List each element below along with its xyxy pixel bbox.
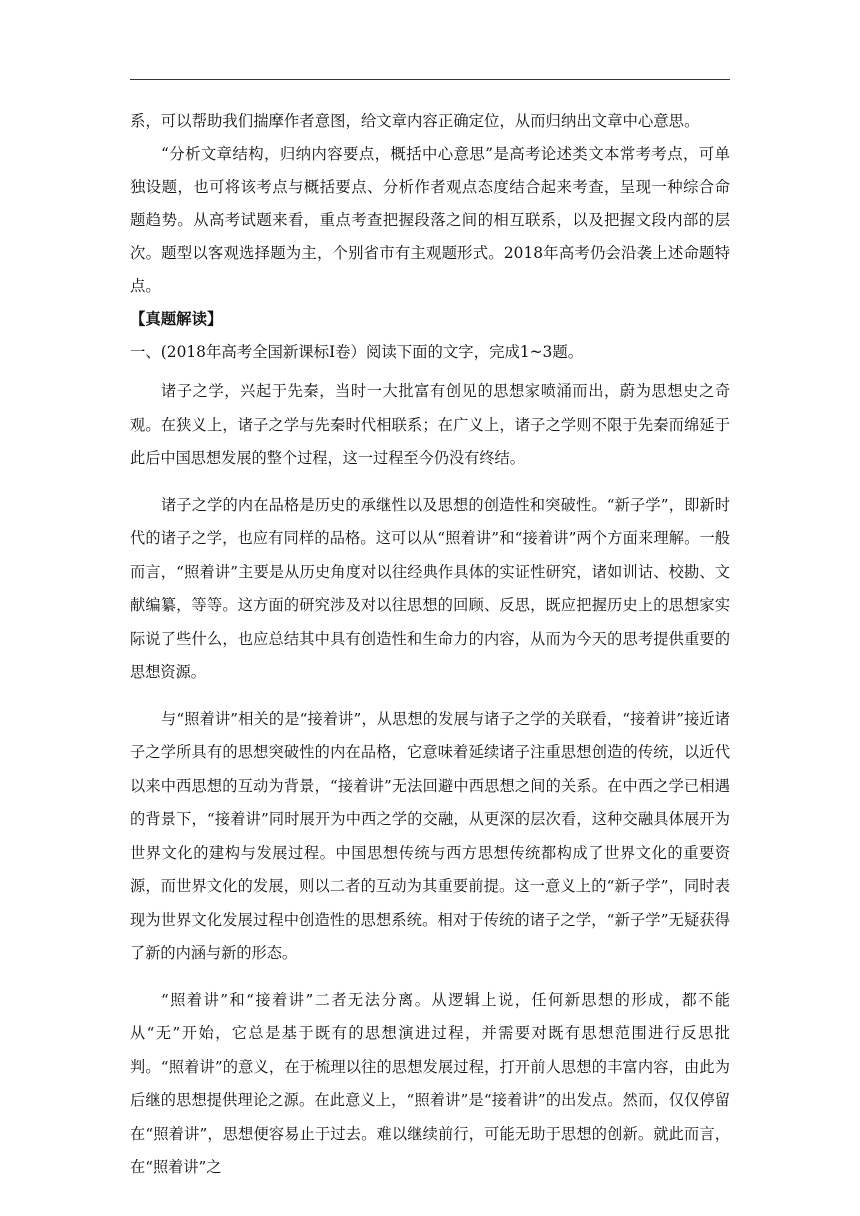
passage-paragraph-2: 诸子之学的内在品格是历史的承继性以及思想的创造性和突破性。“新子学”，即新时代的诸子之学，也应有同样的品格。这可以从“照着讲”和“接着讲”两个方面来理解。一般而言，“照着讲”主要是从历史角度对以往经典作具体的实证性研究，诸如训诂、校勘、文献编纂，等等。这方面的研究涉及对以往思想的回顾、反思，既应把握历史上的思想家实际说了些什么，也应总结其中具有创造性和生命力的内容，从而为今天的思考提供重要的思想资源。 [130,495,730,681]
passage-paragraph-3: 与“照着讲”相关的是“接着讲”，从思想的发展与诸子之学的关联看，“接着讲”接近诸子之学所具有的思想突破性的内在品格，它意味着延续诸子注重思想创造的传统，以近代以来中西思想的互动为背景，“接着讲”无法回避中西思想之间的关系。在中西之学已相遇的背景下，“接着讲”同时展开为中西之学的交融，从更深的层次看，这种交融具体展开为世界文化的建构与发展过程。中国思想传统与西方思想传统都构成了世界文化的重要资源，而世界文化的发展，则以二者的互动为其重要前提。这一意义上的“新子学”，同时表现为世界文化发展过程中创造性的思想系统。相对于传统的诸子之学，“新子学”无疑获得了新的内涵与新的形态。 [130,709,730,962]
passage-paragraph-1: 诸子之学，兴起于先秦，当时一大批富有创见的思想家喷涌而出，蔚为思想史之奇观。在狭义上，诸子之学与先秦时代相联系；在广义上，诸子之学则不限于先秦而绵延于此后中国思想发展的整个过程，这一过程至今仍没有终结。 [130,382,730,467]
question-intro: 一、(2018年高考全国新课标Ⅰ卷）阅读下面的文字，完成1~3题。 [130,343,584,361]
header-rule [130,79,730,80]
document-body [130,105,730,1185]
section-heading: 【真题解读】 [130,310,223,328]
intro-paragraph-1: 系，可以帮助我们揣摩作者意图，给文章内容正确定位，从而归纳出文章中心意思。 [130,112,700,130]
intro-paragraph-2: “分析文章结构，归纳内容要点，概括中心意思”是高考论述类文本常考考点，可单独设题，也可将该考点与概括要点、分析作者观点态度结合起来考查，呈现一种综合命题趋势。从高考试题来看，重点考查把握段落之间的相互联系，以及把握文段内部的层次。题型以客观选择题为主，个别省市有主观题形式。2018年高考仍会沿袭上述命题特点。 [130,145,730,295]
passage-paragraph-4: “照着讲”和“接着讲”二者无法分离。从逻辑上说，任何新思想的形成，都不能从“无”开始，它总是基于既有的思想演进过程，并需要对既有思想范围进行反思批判。“照着讲”的意义，在于梳理以往的思想发展过程，打开前人思想的丰富内容，由此为后继的思想提供理论之源。在此意义上，“照着讲”是“接着讲”的出发点。然而，仅仅停留在“照着讲”，思想便容易止于过去。难以继续前行，可能无助于思想的创新。就此而言，在“照着讲”之 [130,990,730,1176]
